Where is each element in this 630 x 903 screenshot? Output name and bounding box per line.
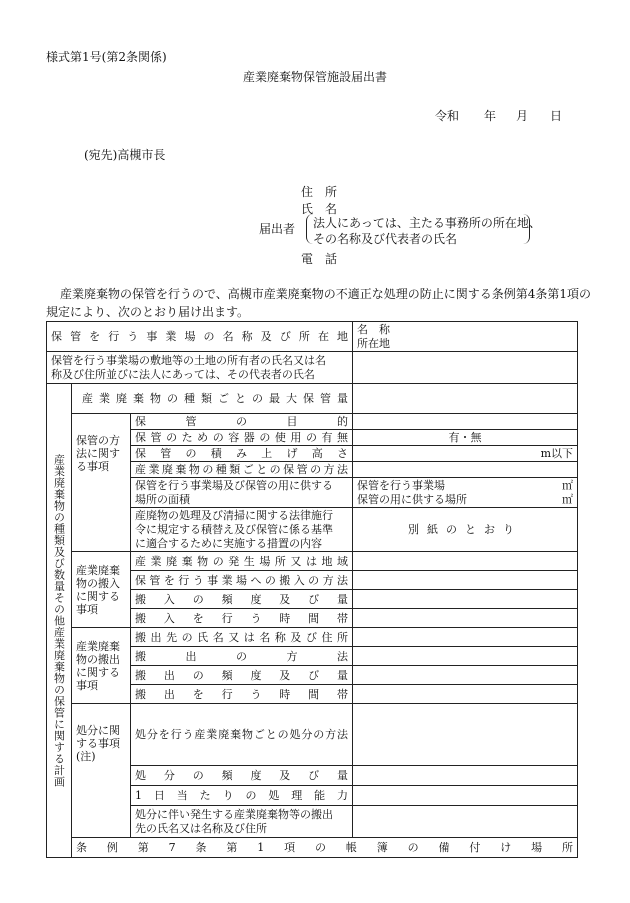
measures-label-line1: 産廃物の処理及び清掃に関する法律施行 [135,508,333,522]
capacity-value-cell[interactable] [353,786,578,806]
page-title: 産業廃棄物保管施設届出書 [242,70,387,84]
carry-in-frequency-value-cell[interactable] [353,590,578,609]
address-label: 住 所 [301,185,338,199]
carry-out-time-value-cell[interactable] [353,685,578,704]
facility-name-label: 名 称 [357,322,391,336]
method-by-type-label: 産業廃棄物の種類ごとの保管の方法 [131,462,353,478]
table-row [47,704,578,766]
area-unit-2: ㎡ [562,492,574,506]
carry-out-frequency-value-cell[interactable] [353,666,578,685]
intro-line2: 規定により、次のとおり届け出ます。 [46,305,250,319]
container-value[interactable]: 有・無 [353,430,578,446]
purpose-label: 保管の目的 [131,414,353,430]
disposal-method-label: 処分を行う産業廃棄物ごとの処分の方法 [131,704,353,766]
intro-line1: 産業廃棄物の保管を行うので、高槻市産業廃棄物の不適正な処理の防止に関する条例第4条第1項の [60,287,592,301]
disposal-label-line3: (注) [76,750,96,763]
carry-in-method-label: 保管を行う事業場への搬入の方法 [131,571,353,590]
form-number: 様式第1号(第2条関係) [46,50,167,64]
destination-label: 搬出先の氏名又は名称及び住所 [131,628,353,647]
table-row [47,414,578,430]
disposal-frequency-label: 処分の頻度及び量 [131,766,353,786]
height-value[interactable]: m以下 [353,446,578,462]
date-year: 年 [484,109,497,123]
carry-in-frequency-label: 搬入の頻度及び量 [131,590,353,609]
carry-in-time-label: 搬入を行う時間帯 [131,609,353,628]
carry-out-frequency-label: 搬出の頻度及び量 [131,666,353,685]
ledger-label: 条例第7条第1項の帳簿の備付け場所 [72,838,578,858]
capacity-label: 1日当たりの処理能力 [131,786,353,806]
facility-value-cell[interactable] [353,322,578,352]
max-storage-label: 産業廃棄物の種類ごとの最大保管量 [72,384,353,414]
carry-in-label: 産業廃棄物の搬入に関する事項 [72,552,131,628]
plan-label: 産業廃棄物の種類及び数量その他産業廃棄物の保管に関する計画 [47,384,72,858]
table-row [47,552,578,571]
table-row [47,352,578,384]
notifier-label: 届出者 [259,222,296,236]
origin-value-cell[interactable] [353,552,578,571]
carry-out-method-label: 搬出の方法 [131,647,353,666]
table-row [47,838,578,858]
area-unit-1: ㎡ [562,478,574,492]
container-label: 保管のための容器の使用の有無 [131,430,353,446]
carry-out-time-label: 搬出を行う時間帯 [131,685,353,704]
measures-label-line3: に適合するために実施する措置の内容 [135,536,322,550]
disposal-label-line2: する事項 [76,737,120,750]
table-row [47,322,578,352]
table-row [47,384,578,414]
disposal-method-value-cell[interactable] [353,704,578,766]
area-label [131,478,353,508]
owner-label-line2: 称及び住所並びに法人にあっては、その代表者の氏名 [51,367,315,381]
owner-value-cell[interactable] [353,352,578,384]
purpose-value-cell[interactable] [353,414,578,430]
name-label: 氏 名 [301,202,338,216]
phone-label: 電 話 [301,252,338,266]
facility-address-label: 所在地 [357,336,391,350]
measures-label [131,508,353,552]
facility-label: 保管を行う事業場の名称及び所在地 [47,322,353,352]
applicant-note-line1: 法人にあっては、主たる事務所の所在地、 [313,216,541,230]
max-storage-value-cell[interactable] [353,384,578,414]
area-value1-label: 保管を行う事業場 [357,478,446,492]
date-day: 日 [550,109,563,123]
origin-label: 産業廃棄物の発生場所又は地域 [131,552,353,571]
carry-out-label: 産業廃棄物の搬出に関する事項 [72,628,131,704]
byproduct-value-cell[interactable] [353,806,578,838]
byproduct-label [131,806,353,838]
method-by-type-value-cell[interactable] [353,462,578,478]
disposal-frequency-value-cell[interactable] [353,766,578,786]
addressee: (宛先)高槻市長 [84,148,166,162]
area-value-cell[interactable] [353,478,578,508]
byproduct-label-line2: 先の氏名又は名称及び住所 [135,821,267,835]
carry-in-time-value-cell[interactable] [353,609,578,628]
table-row [47,628,578,647]
disposal-label-line1: 処分に関 [76,724,120,737]
area-value2-label: 保管の用に供する場所 [357,492,468,506]
date-era: 令和 [435,109,460,123]
applicant-note-line2: その名称及び代表者の氏名 [313,232,458,246]
disposal-label [72,704,131,838]
date-month: 月 [516,109,529,123]
storage-method-label: 保管の方法に関する事項 [72,414,131,552]
carry-in-method-value-cell[interactable] [353,571,578,590]
measures-value: 別紙のとおり [353,508,578,552]
owner-label-line1: 保管を行う事業場の敷地等の土地の所有者の氏名又は名 [51,353,326,367]
owner-label [47,352,353,384]
destination-value-cell[interactable] [353,628,578,647]
byproduct-label-line1: 処分に伴い発生する産業廃棄物等の搬出 [135,807,333,821]
notification-table [46,321,578,858]
carry-out-method-value-cell[interactable] [353,647,578,666]
measures-label-line2: 令に規定する積替え及び保管に係る基準 [135,522,333,536]
area-label-line2: 場所の面積 [135,492,190,506]
area-label-line1: 保管を行う事業場及び保管の用に供する [135,478,333,492]
height-label: 保管の積み上げ高さ [131,446,353,462]
